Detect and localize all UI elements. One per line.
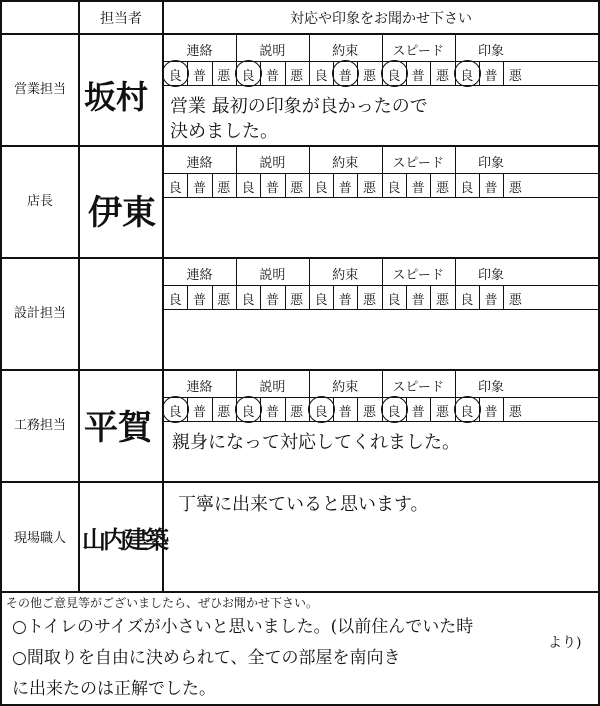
rating-option: 良 (387, 293, 401, 308)
category-label: 印象 (478, 156, 505, 171)
category-label: 印象 (478, 44, 505, 59)
rating-option: 良 (387, 405, 401, 420)
rating-option: 普 (265, 181, 279, 196)
selection-circle (454, 396, 481, 423)
rating-option: 普 (192, 405, 206, 420)
selection-circle (381, 60, 408, 87)
rating-option: 普 (192, 293, 206, 308)
rating-option: 普 (338, 181, 352, 196)
rating-option: 良 (168, 181, 182, 196)
rating-option: 悪 (217, 293, 231, 308)
selection-circle (308, 396, 335, 423)
category-label: 連絡 (186, 44, 213, 59)
role-construction: 工務担当 (13, 418, 66, 433)
selection-circle (162, 396, 189, 423)
rating-option: 良 (460, 293, 474, 308)
rating-option: 良 (460, 405, 474, 420)
signature-store-manager: 伊東 (88, 193, 156, 233)
rating-option: 普 (411, 69, 425, 84)
rating-option: 普 (484, 293, 498, 308)
rating-option: 普 (192, 181, 206, 196)
rating-option: 普 (484, 181, 498, 196)
rating-option: 普 (338, 405, 352, 420)
category-label: 連絡 (186, 156, 213, 171)
rating-option: 普 (192, 69, 206, 84)
category-label: スピード (392, 156, 444, 171)
staff-column-header: 担当者 (100, 11, 142, 27)
rating-option: 悪 (363, 293, 377, 308)
rating-option: 良 (241, 181, 255, 196)
grid-line (163, 85, 598, 86)
rating-option: 良 (314, 181, 328, 196)
category-label: 印象 (478, 380, 505, 395)
rating-option: 普 (265, 293, 279, 308)
other-comment-line-2: ○間取りを自由に決められて、全ての部屋を南向き (12, 648, 401, 668)
category-label: スピード (392, 268, 444, 283)
category-label: スピード (392, 380, 444, 395)
other-comment-aside: より) (548, 635, 582, 651)
rating-option: 良 (460, 181, 474, 196)
rating-option: 悪 (435, 181, 449, 196)
rating-option: 悪 (508, 69, 522, 84)
rating-option: 悪 (290, 181, 304, 196)
row-divider (0, 369, 600, 371)
impression-column-header: 対応や印象をお聞かせ下さい (290, 11, 472, 27)
category-label: 説明 (259, 268, 286, 283)
rating-option: 悪 (217, 181, 231, 196)
grid-line (163, 397, 598, 398)
rating-option: 良 (241, 405, 255, 420)
role-store-manager: 店長 (26, 194, 53, 209)
frame-left (0, 0, 2, 706)
role-sales: 営業担当 (13, 82, 66, 97)
grid-line (163, 421, 598, 422)
rating-option: 良 (168, 405, 182, 420)
rating-option: 普 (484, 69, 498, 84)
category-label: スピード (392, 44, 444, 59)
rating-option: 普 (265, 405, 279, 420)
rating-option: 悪 (217, 405, 231, 420)
rating-option: 普 (265, 69, 279, 84)
rating-option: 悪 (508, 181, 522, 196)
rating-option: 良 (387, 69, 401, 84)
selection-circle (162, 60, 189, 87)
rating-option: 普 (338, 69, 352, 84)
grid-line (163, 61, 598, 62)
category-label: 約束 (332, 380, 359, 395)
role-design: 設計担当 (13, 306, 66, 321)
rating-option: 悪 (435, 293, 449, 308)
rating-option: 悪 (508, 405, 522, 420)
category-label: 説明 (259, 156, 286, 171)
selection-circle (454, 60, 481, 87)
signature-sales: 坂村 (84, 78, 149, 116)
comment-construction: 親身になって対応してくれました。 (172, 432, 460, 453)
rating-option: 悪 (435, 69, 449, 84)
comment-sales: 営業 最初の印象が良かったので 決めました。 (170, 96, 428, 142)
rating-option: 普 (411, 293, 425, 308)
col-divider (78, 0, 80, 593)
rating-option: 普 (411, 181, 425, 196)
row-divider (0, 481, 600, 483)
rating-option: 悪 (363, 181, 377, 196)
other-comment-line-1: ○トイレのサイズが小さいと思いました。(以前住んでいた時 (12, 617, 474, 637)
category-label: 連絡 (186, 380, 213, 395)
rating-option: 普 (484, 405, 498, 420)
category-label: 約束 (332, 44, 359, 59)
rating-option: 良 (314, 293, 328, 308)
header-divider (0, 33, 600, 35)
row-divider (0, 591, 600, 593)
grid-line (163, 309, 598, 310)
rating-option: 普 (338, 293, 352, 308)
selection-circle (235, 396, 262, 423)
rating-option: 悪 (435, 405, 449, 420)
rating-option: 良 (168, 69, 182, 84)
grid-line (163, 173, 598, 174)
category-label: 説明 (259, 44, 286, 59)
role-craftsman: 現場職人 (13, 531, 66, 546)
rating-option: 良 (241, 293, 255, 308)
comment-craftsman: 丁寧に出来ていると思います。 (178, 494, 429, 515)
category-label: 連絡 (186, 268, 213, 283)
row-divider (0, 257, 600, 259)
category-label: 約束 (332, 268, 359, 283)
rating-option: 良 (460, 69, 474, 84)
rating-option: 良 (387, 181, 401, 196)
rating-option: 普 (411, 405, 425, 420)
rating-option: 悪 (363, 69, 377, 84)
rating-option: 悪 (217, 69, 231, 84)
category-label: 説明 (259, 380, 286, 395)
rating-option: 悪 (363, 405, 377, 420)
rating-option: 悪 (508, 293, 522, 308)
selection-circle (235, 60, 262, 87)
row-divider (0, 145, 600, 147)
signature-construction: 平賀 (84, 408, 152, 448)
rating-option: 悪 (290, 69, 304, 84)
other-comment-line-3: に出来たのは正解でした。 (12, 679, 216, 699)
rating-option: 良 (241, 69, 255, 84)
rating-option: 良 (314, 405, 328, 420)
frame-top (0, 0, 600, 2)
rating-option: 良 (314, 69, 328, 84)
other-comments-title: その他ご意見等がございましたら、ぜひお聞かせ下さい。 (6, 596, 319, 610)
grid-line (163, 285, 598, 286)
grid-line (163, 197, 598, 198)
selection-circle (381, 396, 408, 423)
category-label: 約束 (332, 156, 359, 171)
signature-craftsman: 山内建築 (82, 525, 166, 554)
rating-option: 良 (168, 293, 182, 308)
rating-option: 悪 (290, 405, 304, 420)
category-label: 印象 (478, 268, 505, 283)
rating-option: 悪 (290, 293, 304, 308)
